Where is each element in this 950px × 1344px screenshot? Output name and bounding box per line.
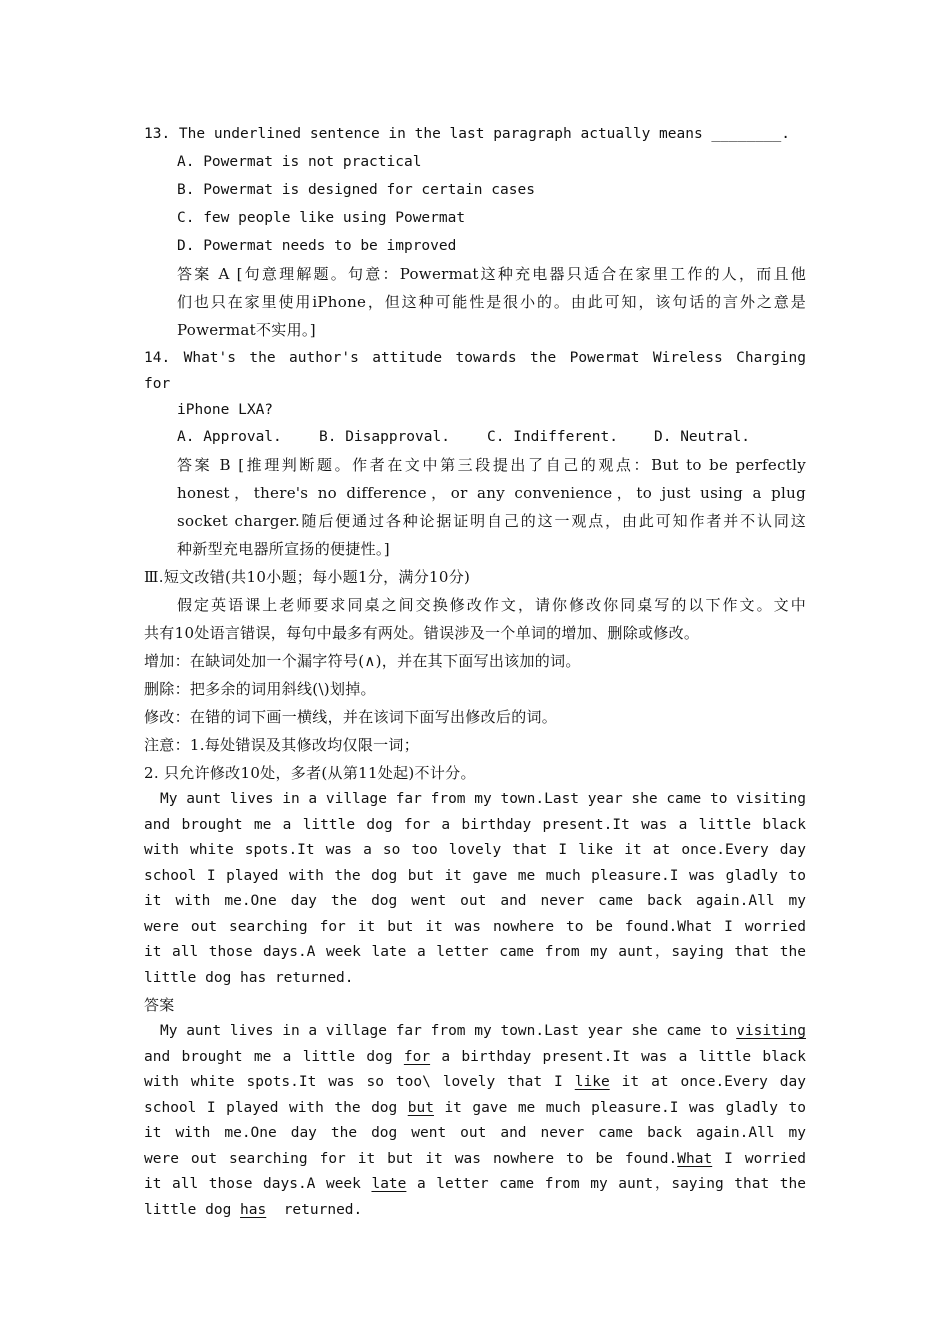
q13-answer-line: Powermat不实用。] <box>177 321 316 339</box>
passage-line: were out searching for it but it was nowhere to be found.What I worried <box>144 918 806 935</box>
text: it at once.Every day <box>621 1074 806 1090</box>
q14-stem-cont: iPhone LXA? <box>177 402 274 418</box>
rule-add: 增加：在缺词处加一个漏字符号(∧)，并在其下面写出该加的词。 <box>144 652 581 670</box>
text: My aunt lives in a village far from my town.Last year she came to <box>160 1023 737 1039</box>
document-page <box>144 120 806 1223</box>
text: were out searching for it but it was nowhere to be found. <box>144 1150 678 1167</box>
q14-answer-line: 答案 B [推理判断题。作者在文中第三段提出了自己的观点：But to be perfectly <box>177 456 806 474</box>
correction-mark: What <box>677 1150 713 1167</box>
q13-option-b: B. Powermat is designed for certain cases <box>177 182 535 198</box>
passage-line: it all those days.A week late a letter came from my aunt，saying that the <box>144 944 806 960</box>
q14-stem: 14. What's the author's attitude towards the Powermat Wireless Charging <box>144 350 806 366</box>
q14-answer-line: socket charger.随后便通过各种论据证明自己的这一观点，由此可知作者并不认同这 <box>177 512 806 530</box>
answer-line <box>144 1070 806 1096</box>
correction-mark: late <box>371 1176 407 1192</box>
text: I worried <box>724 1150 806 1167</box>
q13-answer-line: 们也只在家里使用iPhone，但这种可能性是很小的。由此可知，该句话的言外之意是 <box>177 293 806 311</box>
section-intro: 共有10处语言错误，每句中最多有两处。错误涉及一个单词的增加、删除或修改。 <box>144 624 700 642</box>
answer-line <box>144 1198 806 1224</box>
q14-option-d: D. Neutral. <box>654 429 751 445</box>
passage <box>144 787 806 991</box>
rule-delete: 删除：把多余的词用斜线(\)划掉。 <box>144 680 376 698</box>
q13-option-d: D. Powermat needs to be improved <box>177 238 457 254</box>
q14-option-c: C. Indifferent. <box>487 429 618 445</box>
correction-mark: visiting <box>736 1023 806 1039</box>
q14-stem-cont: for <box>144 376 171 392</box>
rule-modify: 修改：在错的词下画一横线，并在该词下面写出修改后的词。 <box>144 708 558 726</box>
passage-line: little dog has returned. <box>144 969 354 986</box>
correction-mark: has <box>240 1201 267 1218</box>
correction-mark: for <box>403 1048 431 1065</box>
q14-options <box>144 423 806 451</box>
text: it with me.One day the dog went out and never came back again.All my <box>144 1125 806 1141</box>
text: and brought me a little dog <box>144 1048 404 1065</box>
q13-answer-line: 答案 A [句意理解题。句意：Powermat这种充电器只适合在家里工作的人，而且他 <box>177 265 806 283</box>
answer-line <box>144 1045 806 1071</box>
text: with white spots.It was so too\ lovely that I <box>144 1074 575 1090</box>
q14-option-a: A. Approval. <box>177 429 282 445</box>
answer-line <box>144 1147 806 1173</box>
rule-note: 注意：1.每处错误及其修改均仅限一词； <box>144 736 420 754</box>
passage-line: with white spots.It was a so too lovely that I like it at once.Every day <box>144 842 806 858</box>
passage-line: it with me.One day the dog went out and never came back again.All my <box>144 893 806 909</box>
text: a birthday present.It was a little black <box>441 1048 806 1065</box>
passage-line: school I played with the dog but it gave me much pleasure.I was gladly to <box>144 867 806 884</box>
q13-stem: 13. The underlined sentence in the last paragraph actually means ________. <box>144 126 791 142</box>
rule-note: 2. 只允许修改10处，多者(从第11处起)不计分。 <box>144 764 476 782</box>
text: it gave me much pleasure.I was gladly to <box>444 1099 806 1116</box>
section-intro: 假定英语课上老师要求同桌之间交换修改作文，请你修改你同桌写的以下作文。文中 <box>177 596 806 614</box>
text: returned. <box>266 1201 363 1218</box>
answer-line <box>144 1121 806 1147</box>
answer-label: 答案 <box>144 996 175 1014</box>
answer-line <box>144 1019 806 1045</box>
correction-mark: like <box>574 1074 610 1090</box>
correction-mark: but <box>407 1099 434 1116</box>
q13-option-c: C. few people like using Powermat <box>177 210 466 226</box>
q13-option-a: A. Powermat is not practical <box>177 154 422 170</box>
text: a letter came from my aunt，saying that the <box>406 1176 806 1192</box>
text: little dog <box>144 1201 241 1218</box>
text: school I played with the dog <box>144 1099 408 1116</box>
section-title: Ⅲ.短文改错(共10小题；每小题1分，满分10分) <box>144 568 471 586</box>
answer-line <box>144 1096 806 1122</box>
text: it all those days.A week <box>144 1176 372 1192</box>
passage-line: and brought me a little dog for a birthday present.It was a little black <box>144 816 806 833</box>
q14-option-b: B. Disapproval. <box>319 429 450 445</box>
answer-passage <box>144 1019 806 1223</box>
q14-answer-line: 种新型充电器所宣扬的便捷性。] <box>177 540 390 558</box>
q14-answer-line: honest，there's no difference，or any convenience，to just using a plug <box>177 484 806 502</box>
passage-line: My aunt lives in a village far from my town.Last year she came to visiting <box>160 791 806 807</box>
answer-line <box>144 1172 806 1198</box>
